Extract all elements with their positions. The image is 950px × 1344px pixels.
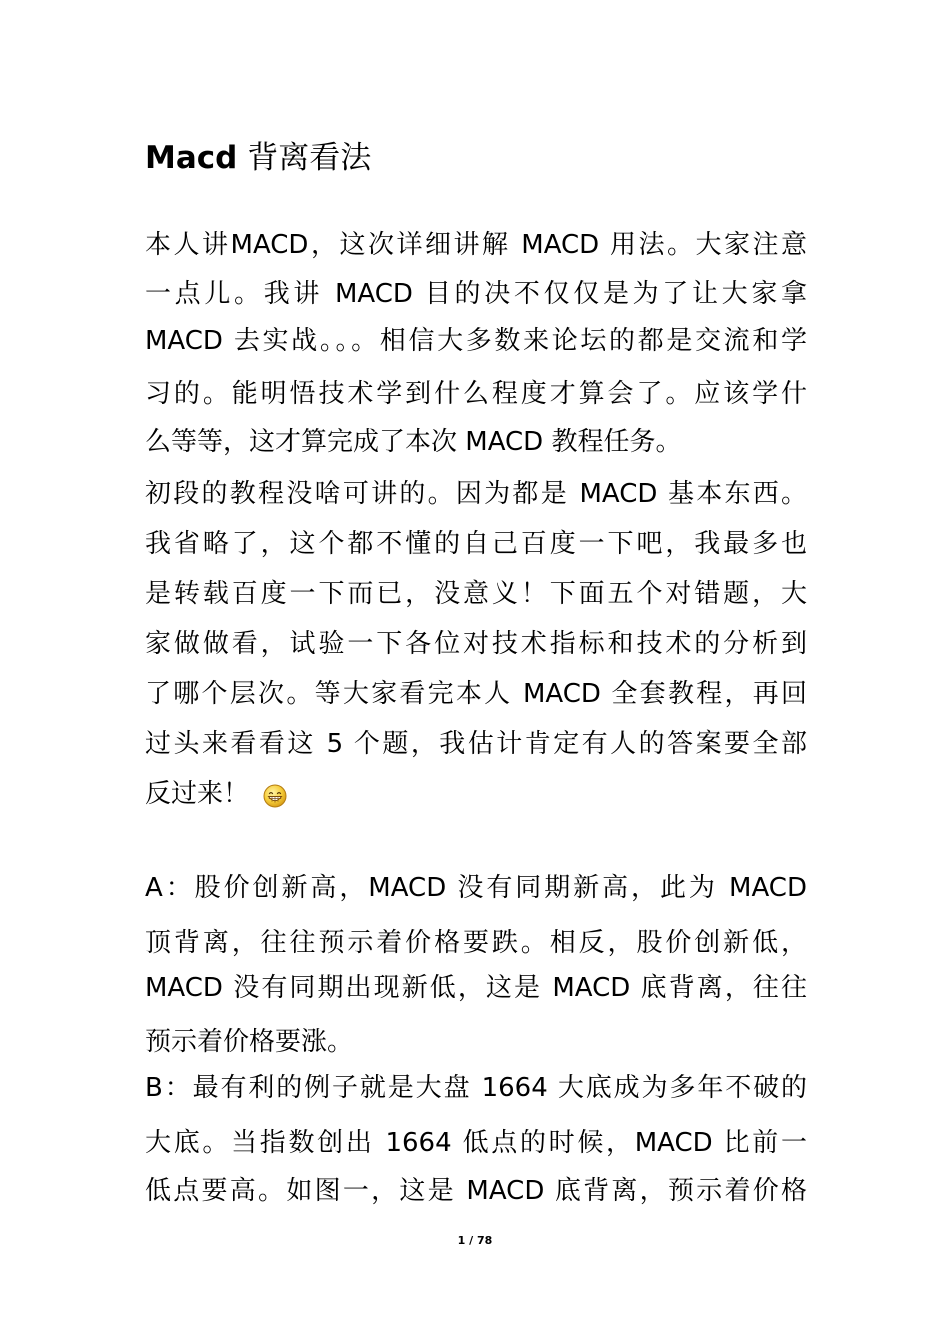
paragraph-a-line2: 顶背离，往往预示着价格要跌。相反，股价创新低， [145, 928, 807, 958]
title-latin: Macd [145, 140, 238, 176]
paragraph-b-line1: B：最有利的例子就是大盘 1664 大底成为多年不破的 [145, 1073, 807, 1103]
paragraph2-line5: 了哪个层次。等大家看完本人 MACD 全套教程，再回 [145, 679, 807, 709]
paragraph1-line3: MACD 去实战。。。相信大多数来论坛的都是交流和学 [145, 326, 807, 356]
paragraph1-line4: 习的。能明悟技术学到什么程度才算会了。应该学什 [145, 379, 807, 409]
paragraph2-line6: 过头来看看这 5 个题，我估计肯定有人的答案要全部 [145, 729, 807, 759]
grinning-face-icon [263, 783, 287, 807]
paragraph-a-line4: 预示着价格要涨。 [145, 1027, 354, 1057]
document-title [145, 137, 371, 179]
paragraph1-line5: 么等等，这才算完成了本次 MACD 教程任务。 [145, 427, 682, 457]
paragraph2-line2: 我省略了，这个都不懂的自己百度一下吧，我最多也 [145, 529, 807, 559]
paragraph2-line7 [145, 777, 807, 811]
paragraph-b-line3: 低点要高。如图一，这是 MACD 底背离，预示着价格 [145, 1176, 807, 1206]
paragraph2-line1: 初段的教程没啥可讲的。因为都是 MACD 基本东西。 [145, 479, 807, 509]
paragraph2-line4: 家做做看，试验一下各位对技术指标和技术的分析到 [145, 629, 807, 659]
paragraph-b-line2: 大底。当指数创出 1664 低点的时候，MACD 比前一 [145, 1128, 807, 1158]
paragraph1-line2: 一点儿。我讲 MACD 目的决不仅仅是为了让大家拿 [145, 279, 807, 309]
paragraph-a-line1: A：股价创新高，MACD 没有同期新高，此为 MACD [145, 873, 807, 903]
paragraph-a-line3: MACD 没有同期出现新低，这是 MACD 底背离，往往 [145, 973, 807, 1003]
paragraph1-line1: 本人讲MACD，这次详细讲解 MACD 用法。大家注意 [145, 230, 807, 260]
paragraph2-line7-text: 反过来！ [145, 779, 250, 809]
paragraph2-line3: 是转载百度一下而已，没意义！下面五个对错题，大 [145, 579, 807, 609]
title-cjk: 背离看法 [237, 140, 372, 176]
page-number: 1 / 78 [457, 1234, 493, 1247]
